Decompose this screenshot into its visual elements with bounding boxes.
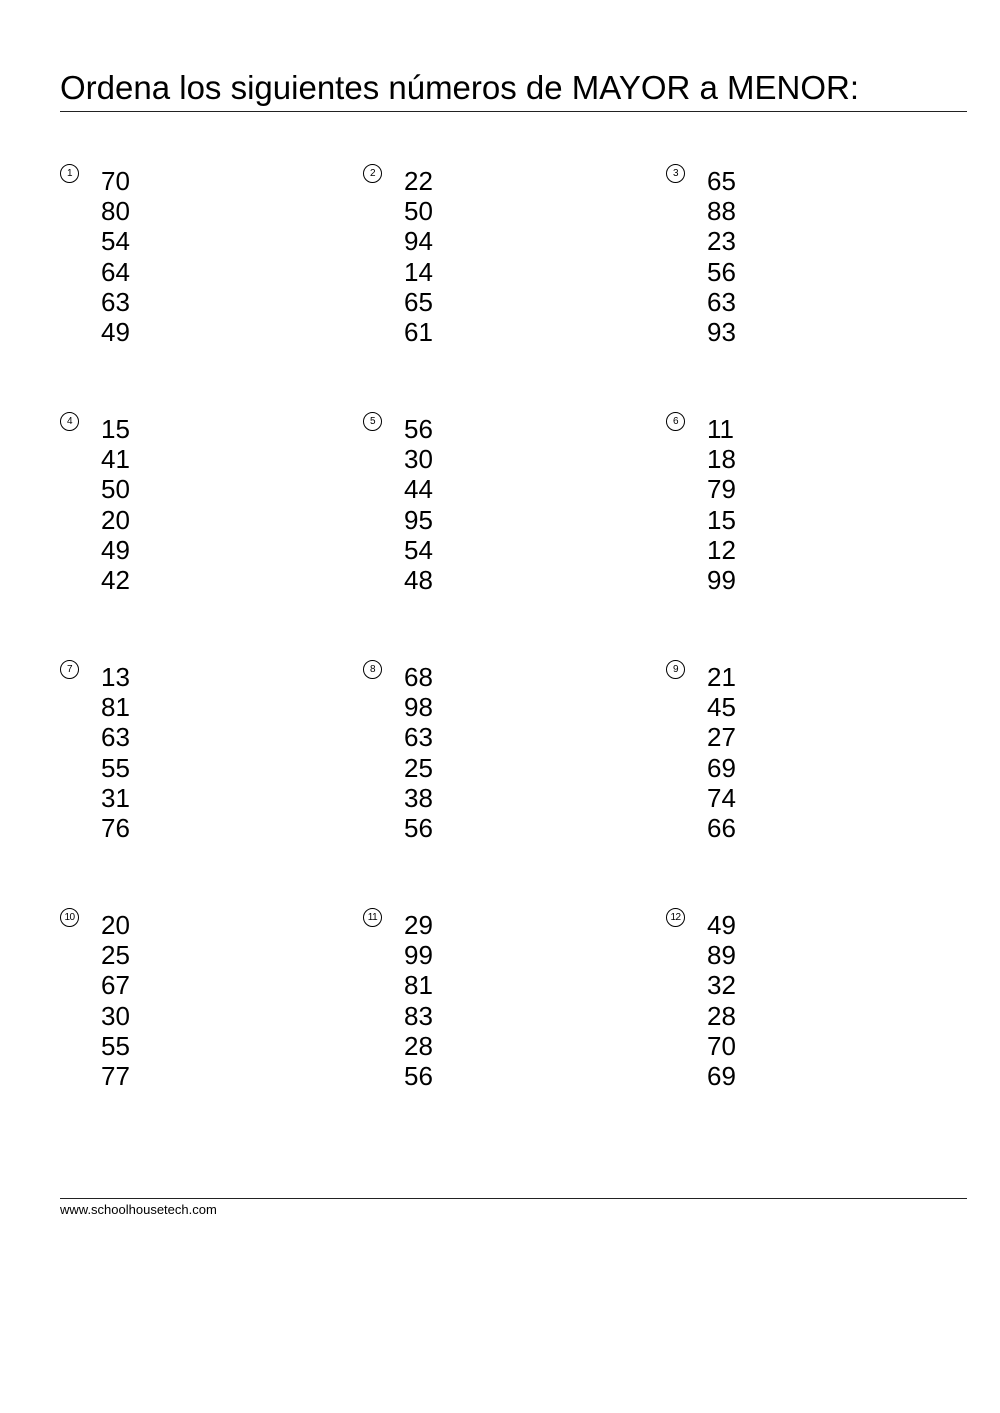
number-item: 23 [707, 226, 736, 257]
number-list [101, 662, 130, 843]
number-list [101, 414, 130, 595]
number-item: 77 [101, 1060, 130, 1091]
number-item: 14 [404, 256, 433, 287]
number-item: 80 [101, 196, 130, 227]
problem-block [666, 164, 969, 412]
number-item: 20 [101, 504, 130, 535]
number-item: 56 [404, 414, 433, 444]
number-item: 74 [707, 782, 736, 813]
problem-block [363, 908, 666, 1156]
problem-number-badge: 7 [60, 660, 79, 679]
number-item: 12 [707, 534, 736, 565]
problem-grid [60, 164, 969, 1156]
problem-number-badge: 8 [363, 660, 382, 679]
number-item: 56 [404, 812, 433, 843]
number-item: 68 [404, 662, 433, 692]
number-item: 22 [404, 166, 433, 196]
page-title: Ordena los siguientes números de MAYOR a MENOR: [60, 69, 860, 106]
number-item: 93 [707, 316, 736, 347]
problem-number-badge: 3 [666, 164, 685, 183]
number-item: 32 [707, 970, 736, 1001]
number-list [404, 414, 433, 595]
number-item: 70 [707, 1030, 736, 1061]
problem-block [666, 908, 969, 1156]
number-item: 44 [404, 474, 433, 505]
number-item: 83 [404, 1000, 433, 1031]
number-item: 63 [404, 722, 433, 753]
number-item: 18 [707, 444, 736, 475]
number-item: 15 [707, 504, 736, 535]
problem-block [666, 660, 969, 908]
number-item: 88 [707, 196, 736, 227]
problem-number-badge: 9 [666, 660, 685, 679]
problem-number-badge: 11 [363, 908, 382, 927]
number-item: 48 [404, 564, 433, 595]
number-item: 79 [707, 474, 736, 505]
number-list [404, 662, 433, 843]
number-item: 30 [101, 1000, 130, 1031]
number-item: 63 [101, 286, 130, 317]
number-item: 50 [101, 474, 130, 505]
number-list [707, 910, 736, 1091]
number-item: 65 [404, 286, 433, 317]
footer-divider [60, 1198, 967, 1199]
number-list [101, 910, 130, 1091]
problem-number-badge: 10 [60, 908, 79, 927]
number-item: 15 [101, 414, 130, 444]
number-item: 61 [404, 316, 433, 347]
problem-block [363, 660, 666, 908]
number-item: 55 [101, 752, 130, 783]
number-item: 49 [707, 910, 736, 940]
number-item: 66 [707, 812, 736, 843]
number-item: 54 [404, 534, 433, 565]
number-item: 25 [404, 752, 433, 783]
problem-block [60, 164, 363, 412]
number-list [404, 166, 433, 347]
number-item: 20 [101, 910, 130, 940]
number-item: 95 [404, 504, 433, 535]
number-item: 29 [404, 910, 433, 940]
number-item: 65 [707, 166, 736, 196]
number-item: 45 [707, 692, 736, 723]
number-item: 31 [101, 782, 130, 813]
problem-block [60, 908, 363, 1156]
number-item: 30 [404, 444, 433, 475]
number-item: 64 [101, 256, 130, 287]
number-item: 67 [101, 970, 130, 1001]
problem-block [60, 660, 363, 908]
number-item: 99 [707, 564, 736, 595]
number-item: 27 [707, 722, 736, 753]
problem-block [363, 164, 666, 412]
number-item: 55 [101, 1030, 130, 1061]
problem-number-badge: 1 [60, 164, 79, 183]
number-item: 69 [707, 1060, 736, 1091]
number-item: 49 [101, 316, 130, 347]
number-item: 98 [404, 692, 433, 723]
number-list [707, 662, 736, 843]
problem-number-badge: 4 [60, 412, 79, 431]
number-item: 56 [404, 1060, 433, 1091]
problem-number-badge: 12 [666, 908, 685, 927]
problem-block [666, 412, 969, 660]
number-item: 11 [707, 414, 734, 444]
title-divider [60, 111, 967, 112]
number-item: 63 [707, 286, 736, 317]
number-item: 81 [404, 970, 433, 1001]
number-item: 38 [404, 782, 433, 813]
number-item: 13 [101, 662, 130, 692]
problem-number-badge: 2 [363, 164, 382, 183]
number-item: 50 [404, 196, 433, 227]
number-list [707, 166, 736, 347]
problem-block [60, 412, 363, 660]
number-item: 28 [404, 1030, 433, 1061]
number-item: 41 [101, 444, 130, 475]
problem-block [363, 412, 666, 660]
problem-number-badge: 6 [666, 412, 685, 431]
number-item: 21 [707, 662, 736, 692]
number-item: 28 [707, 1000, 736, 1031]
number-item: 63 [101, 722, 130, 753]
footer-url: www.schoolhousetech.com [60, 1202, 217, 1217]
number-item: 56 [707, 256, 736, 287]
number-item: 89 [707, 940, 736, 971]
number-item: 94 [404, 226, 433, 257]
problem-number-badge: 5 [363, 412, 382, 431]
number-list [707, 414, 736, 595]
number-item: 49 [101, 534, 130, 565]
number-item: 25 [101, 940, 130, 971]
number-item: 42 [101, 564, 130, 595]
number-item: 76 [101, 812, 130, 843]
number-list [404, 910, 433, 1091]
number-item: 54 [101, 226, 130, 257]
number-item: 81 [101, 692, 130, 723]
number-list [101, 166, 130, 347]
number-item: 69 [707, 752, 736, 783]
number-item: 99 [404, 940, 433, 971]
number-item: 70 [101, 166, 130, 196]
